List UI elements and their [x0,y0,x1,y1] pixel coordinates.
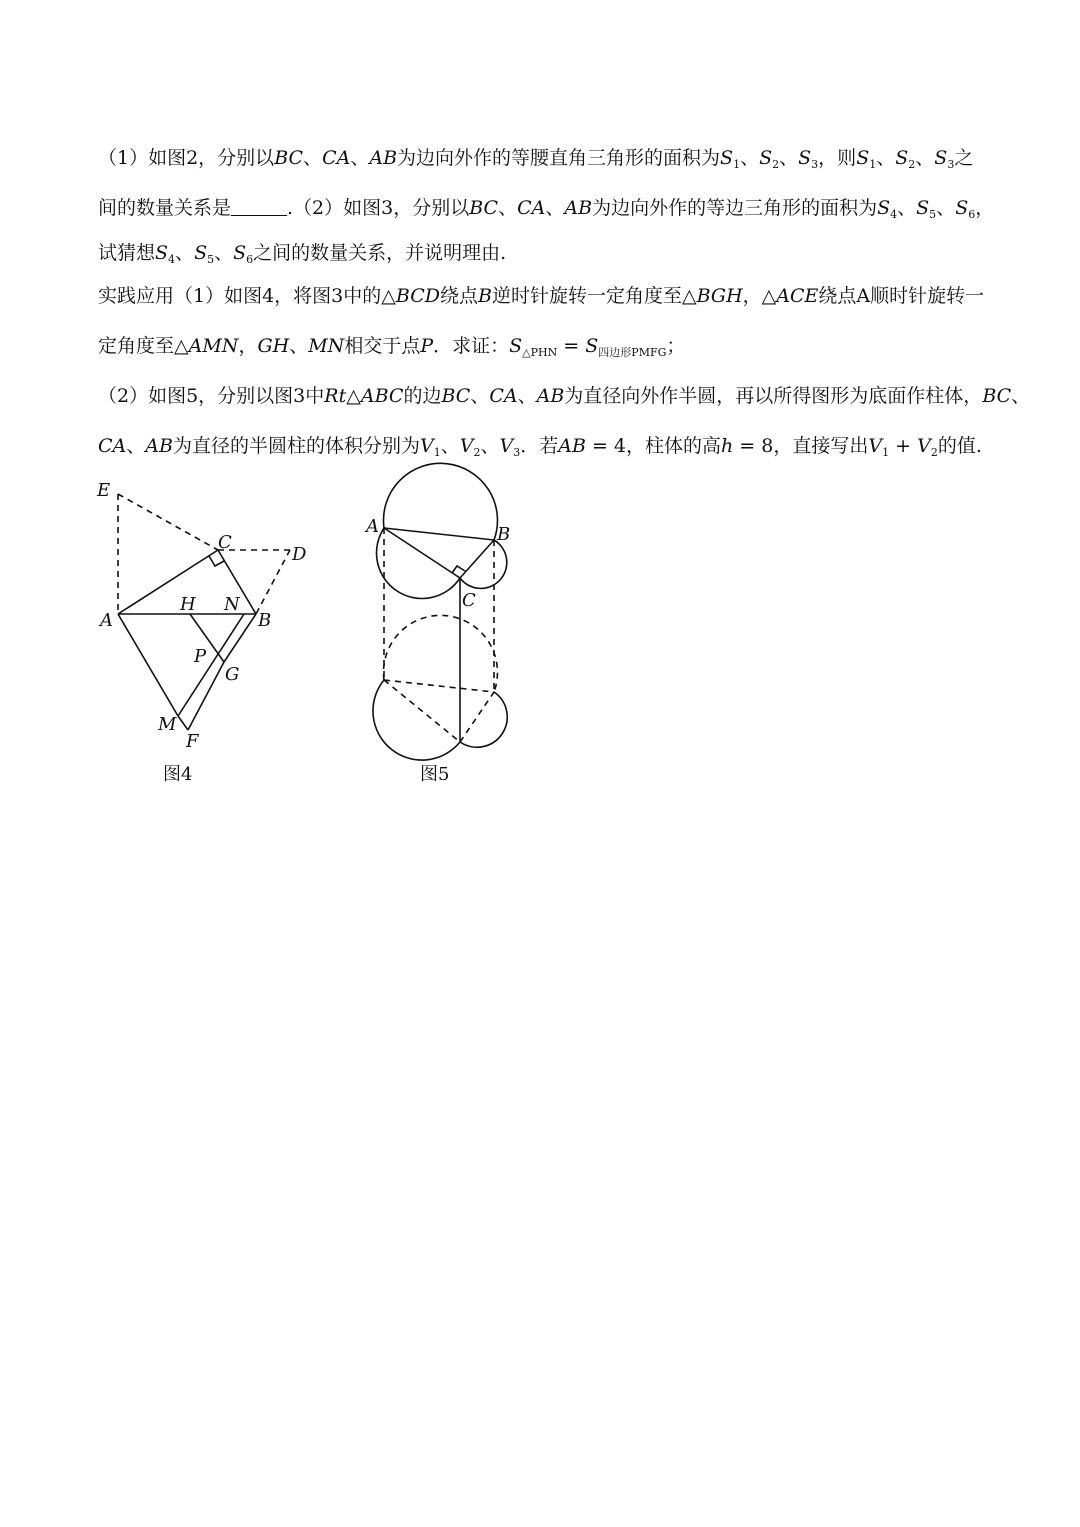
figure-4-caption: 图4 [163,764,193,785]
bottom-segment-BC [460,692,494,742]
problem-line-4: 实践应用（1）如图4，将图3中的△BCD绕点B逆时针旋转一定角度至△BGH，△ACE绕点A顺时针旋转一 [98,285,985,307]
text-seg: （1）如图2，分别以 [98,147,275,169]
bottom-segment-AB [384,680,494,692]
top-segment-BC [460,540,494,578]
point-label-H: H [180,594,196,615]
bottom-semicircle-AB [383,615,497,692]
top-semicircle-BC [460,540,507,588]
problem-line-6: （2）如图5，分别以图3中Rt△ABC的边BC、CA、AB为直径向外作半圆，再以所得图形为底面作柱体，BC、 [98,385,1031,407]
point-label-P: P [194,646,207,667]
bottom-semicircle-BC [460,692,507,747]
problem-line-3: 试猜想$S_4$、$S_5$、$S_6$之间的数量关系，并说明理由. [98,242,507,266]
dashed-EC [118,494,218,550]
point-label-B5: B [497,524,511,545]
problem-line-1: （1）如图2，分别以BC、CA、AB为边向外作的等腰直角三角形的面积为$S_1$、$S_2$、$S_3$，则$S_1$、$S_2$、$S_3$之 [98,147,974,171]
point-label-A5: A [366,516,379,537]
figure-5-caption: 图5 [420,764,450,785]
segment-AC [118,550,218,614]
segment-MF [178,716,188,730]
point-label-G: G [225,664,240,685]
dashed-DB [256,550,290,614]
problem-line-2: 间的数量关系是 .（2）如图3，分别以BC、CA、AB为边向外作的等边三角形的面积为$S_4$、$S_5$、$S_6$， [98,197,995,221]
point-label-E: E [97,480,111,501]
point-label-N: N [224,594,240,615]
bottom-segment-AC [384,680,460,742]
bottom-semicircle-AC [373,680,460,760]
point-label-M: M [158,714,177,735]
segment-AM [118,614,178,716]
figure-5 [373,463,507,760]
point-label-D: D [292,544,307,565]
top-semicircle-AB [383,463,497,540]
point-label-C: C [218,532,232,553]
problem-line-5: 定角度至△AMN，GH、MN相交于点P．求证：$S_{\triangle PHN} = S_{四边形PMFG}$； [98,335,686,359]
top-semicircle-AC [377,528,460,598]
point-label-F: F [186,731,199,752]
problem-line-7: CA、AB为直径的半圆柱的体积分别为$V_1$、$V_2$、$V_3$．若AB = 4，柱体的高h = 8，直接写出$V_1 + V_2$的值. [98,435,982,459]
point-label-B: B [258,610,272,631]
right-angle-mark-5 [452,566,465,573]
point-label-C5: C [462,590,476,611]
point-label-A: A [100,610,113,631]
figure-4-labels [96,480,307,785]
